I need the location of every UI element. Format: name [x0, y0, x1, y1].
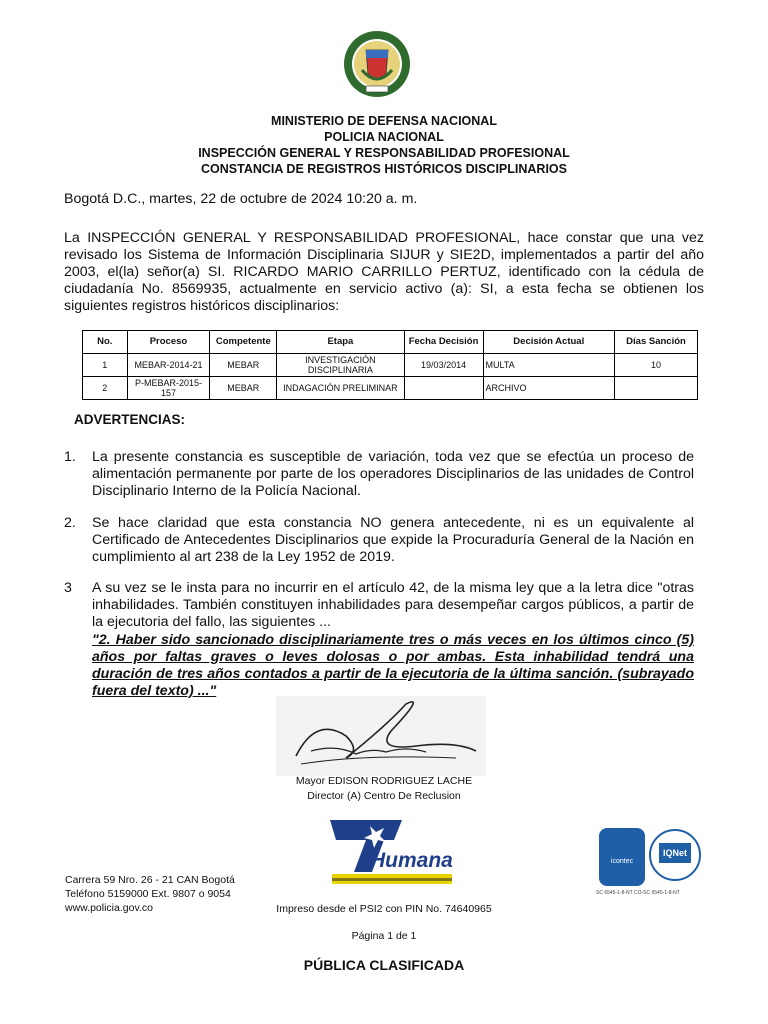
printed-pin: Impreso desde el PSI2 con PIN No. 74640965 [276, 903, 492, 915]
table-cell: INDAGACIÓN PRELIMINAR [277, 377, 404, 400]
intro-paragraph: La INSPECCIÓN GENERAL Y RESPONSABILIDAD PROFESIONAL, hace constar que una vez revisado los Sistema de Información Disciplinaria SIJUR y SIE2D, implementados a partir del año 2003, el(la) señor(a) SI. RICARDO MARIO CARRILLO PERTUZ, identificado con la cédula de ciudadanía No. 8569935, actualmente en servicio activo (a): SI, a esta fecha se obtienen los siguientes registros históricos disciplinarios: [64, 230, 704, 314]
icontec-label: icontec [610, 858, 634, 865]
signature-image [276, 696, 486, 776]
signer-title: Director (A) Centro De Reclusion [307, 790, 461, 802]
footer-address: Carrera 59 Nro. 26 - 21 CAN Bogotá [65, 874, 235, 886]
table-header-row [83, 331, 698, 354]
col-header: Competente [210, 331, 277, 354]
humana-logo-text: Humana [370, 849, 453, 872]
col-header: Días Sanción [615, 331, 698, 354]
header-title: CONSTANCIA DE REGISTROS HISTÓRICOS DISCIPLINARIOS [201, 162, 567, 176]
col-header: Decisión Actual [483, 331, 614, 354]
police-seal-icon [342, 26, 412, 102]
iqnet-label: IQNet [659, 843, 691, 863]
table-row [83, 377, 698, 400]
table-cell: 1 [83, 354, 128, 377]
table-cell: INVESTIGACIÓN DISCIPLINARIA [277, 354, 404, 377]
warnings-title: ADVERTENCIAS: [74, 412, 186, 427]
table-cell: MEBAR [210, 377, 277, 400]
header-police: POLICIA NACIONAL [324, 130, 444, 144]
col-header: Proceso [127, 331, 210, 354]
table-cell: MEBAR-2014-21 [127, 354, 210, 377]
warning-number: 3 [64, 580, 72, 596]
records-table [82, 330, 698, 400]
table-row [83, 354, 698, 377]
table-cell: MULTA [483, 354, 614, 377]
table-cell: 10 [615, 354, 698, 377]
col-header: Fecha Decisión [404, 331, 483, 354]
warning-quote: "2. Haber sido sancionado disciplinariamente tres o más veces en los últimos cinco (5) años por faltas graves o leves dolosas o por ambas. Esta inhabilidad tendrá una duración de tres años contados a partir de la ejecutoria de la última sanción. (subrayado fuera del texto) ..." [92, 632, 694, 699]
warning-number: 2. [64, 515, 76, 531]
header-inspection: INSPECCIÓN GENERAL Y RESPONSABILIDAD PROFESIONAL [198, 146, 570, 160]
table-cell [615, 377, 698, 400]
humana-logo-icon [324, 816, 458, 888]
footer-website: www.policia.gov.co [65, 902, 153, 914]
warning-text: Se hace claridad que esta constancia NO genera antecedente, ni es un equivalente al Certificado de Antecedentes Disciplinarios que expide la Procuraduría General de la Nación en cumplimiento al art 238 de la Ley 1952 de 2019. [92, 515, 694, 565]
warning-number: 1. [64, 449, 76, 465]
header-ministry: MINISTERIO DE DEFENSA NACIONAL [271, 114, 497, 128]
table-cell: MEBAR [210, 354, 277, 377]
iqnet-seal-icon [649, 829, 701, 881]
footer-phone: Teléfono 5159000 Ext. 9807 o 9054 [65, 888, 231, 900]
date-line: Bogotá D.C., martes, 22 de octubre de 2024 10:20 a. m. [64, 191, 418, 207]
cert-codes: SC 6545-1-8-NT CO-SC 6545-1-8-NT [596, 890, 680, 896]
table-cell: ARCHIVO [483, 377, 614, 400]
table-cell: 2 [83, 377, 128, 400]
classification-label: PÚBLICA CLASIFICADA [303, 957, 465, 973]
warning-text: La presente constancia es susceptible de variación, toda vez que se efectúa un proceso de alimentación permanente por parte de los operadores Disciplinarios de las unidades de Control Disciplinario Interno de la Policía Nacional. [92, 449, 694, 499]
table-cell [404, 377, 483, 400]
page-number: Página 1 de 1 [351, 930, 417, 942]
table-cell: P-MEBAR-2015-157 [127, 377, 210, 400]
col-header: No. [83, 331, 128, 354]
col-header: Etapa [277, 331, 404, 354]
icontec-seal-icon [599, 828, 645, 886]
signer-name: Mayor EDISON RODRIGUEZ LACHE [295, 775, 473, 787]
table-cell: 19/03/2014 [404, 354, 483, 377]
warning-text: A su vez se le insta para no incurrir en el artículo 42, de la misma ley que a la letra dice "otras inhabilidades. También constituyen inhabilidades para desempeñar cargos públicos, a partir de la ejecutoria del fallo, las siguientes ... [92, 580, 694, 630]
